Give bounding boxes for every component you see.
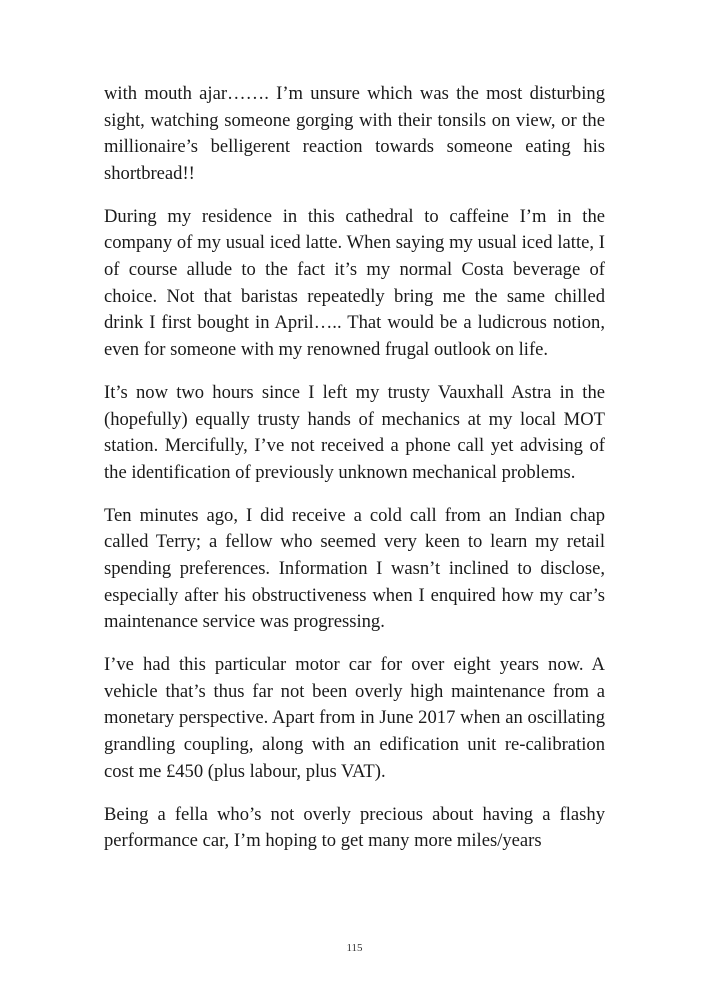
page-number: 115 [346,942,363,954]
paragraph: Being a fella who’s not overly precious about having a flashy performance car, I’m hoping to get many more miles/years [104,803,605,852]
paragraph: Ten minutes ago, I did receive a cold call from an Indian chap called Terry; a fellow who seemed very keen to learn my retail spending preferences. Information I wasn’t inclined to disclose, especially after his obstructiveness when I enquired how my car’s maintenance service was progressing. [104,504,605,633]
body-text [104,81,605,871]
paragraph: It’s now two hours since I left my trusty Vauxhall Astra in the (hopefully) equally trusty hands of mechanics at my local MOT station. Mercifully, I’ve not received a phone call yet advising of the identification of previously unknown mechanical problems. [104,381,605,483]
paragraph: During my residence in this cathedral to caffeine I’m in the company of my usual iced latte. When saying my usual iced latte, I of course allude to the fact it’s my normal Costa beverage of choice. Not that baristas repeatedly bring me the same chilled drink I first bought in April….. That would be a ludicrous notion, even for someone with my renowned frugal outlook on life. [104,205,605,360]
paragraph: with mouth ajar……. I’m unsure which was the most disturbing sight, watching someone gorging with their tonsils on view, or the millionaire’s belligerent reaction towards someone eating his shortbread!! [104,83,605,184]
paragraph: I’ve had this particular motor car for over eight years now. A vehicle that’s thus far not been overly high maintenance from a monetary perspective. Apart from in June 2017 when an oscillating grandling coupling, along with an edification unit re-calibration cost me £450 (plus labour, plus VAT). [104,654,605,782]
